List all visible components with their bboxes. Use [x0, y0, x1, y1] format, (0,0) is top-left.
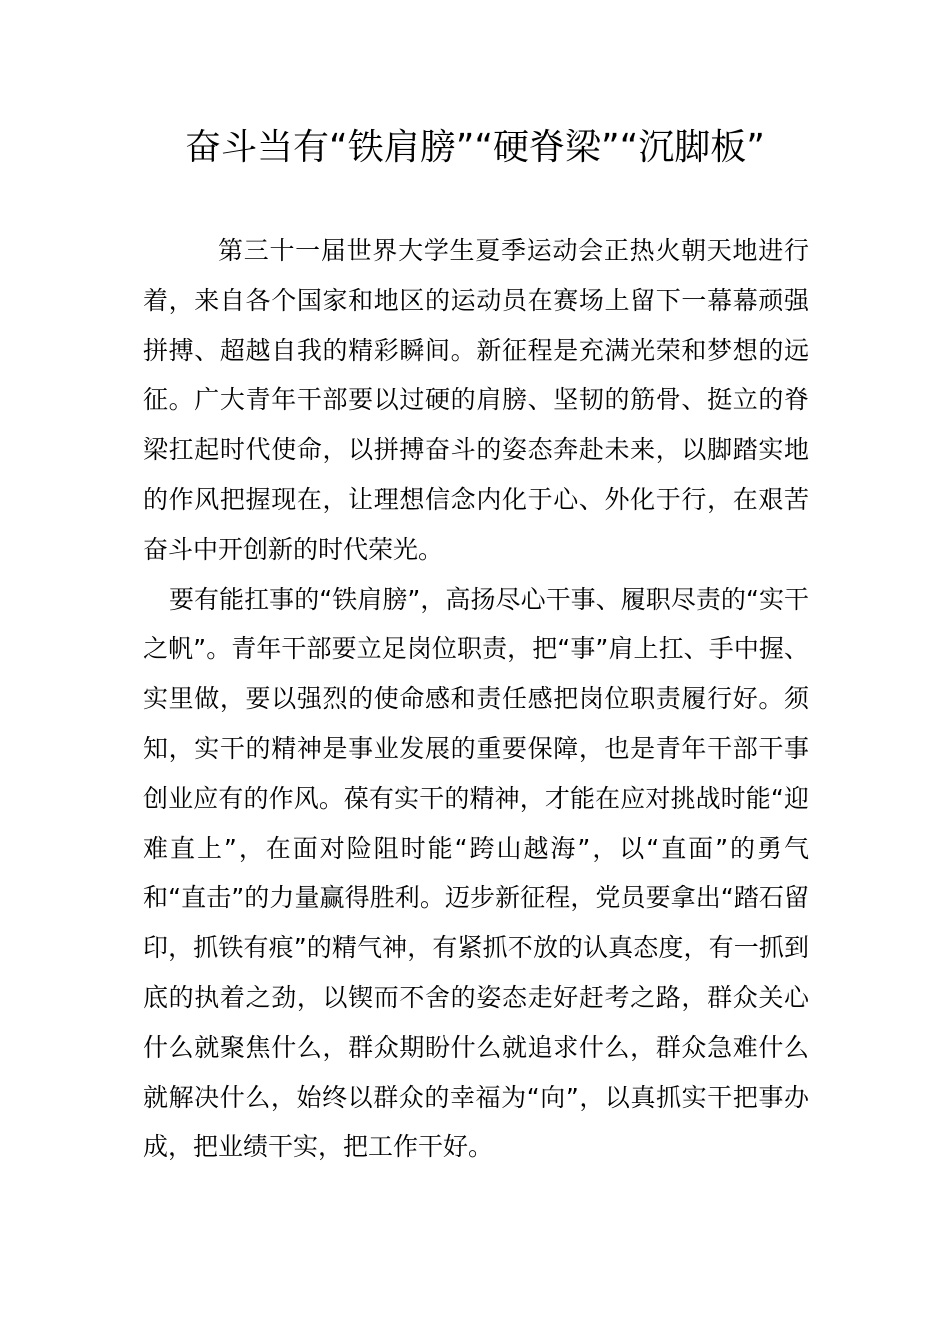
paragraph-intro: 第三十一届世界大学生夏季运动会正热火朝天地进行着，来自各个国家和地区的运动员在赛场上留下一幕幕顽强拼搏、超越自我的精彩瞬间。新征程是充满光荣和梦想的远征。广大青年干部要以过硬的肩膀、坚韧的筋骨、挺立的脊梁扛起时代使命，以拼搏奋斗的姿态奔赴未来，以脚踏实地的作风把握现在，让理想信念内化于心、外化于行，在艰苦奋斗中开创新的时代荣光。: [143, 236, 809, 564]
document-body: [143, 226, 809, 1172]
document-title: 奋斗当有“铁肩膀”“硬脊梁”“沉脚板”: [185, 127, 765, 168]
paragraph-iron-shoulders: 要有能扛事的“铁肩膀”，高扬尽心干事、履职尽责的“实干之帆”。青年干部要立足岗位职责，把“事”肩上扛、手中握、实里做，要以强烈的使命感和责任感把岗位职责履行好。须知，实干的精神是事业发展的重要保障，也是青年干部干事创业应有的作风。葆有实干的精神，才能在应对挑战时能“迎难直上”，在面对险阻时能“跨山越海”，以“直面”的勇气和“直击”的力量赢得胜利。迈步新征程，党员要拿出“踏石留印，抓铁有痕”的精气神，有紧抓不放的认真态度，有一抓到底的执着之劲，以锲而不舍的姿态走好赶考之路，群众关心什么就聚焦什么，群众期盼什么就追求什么，群众急难什么就解决什么，始终以群众的幸福为“向”，以真抓实干把事办成，把业绩干实，把工作干好。: [143, 584, 809, 1162]
